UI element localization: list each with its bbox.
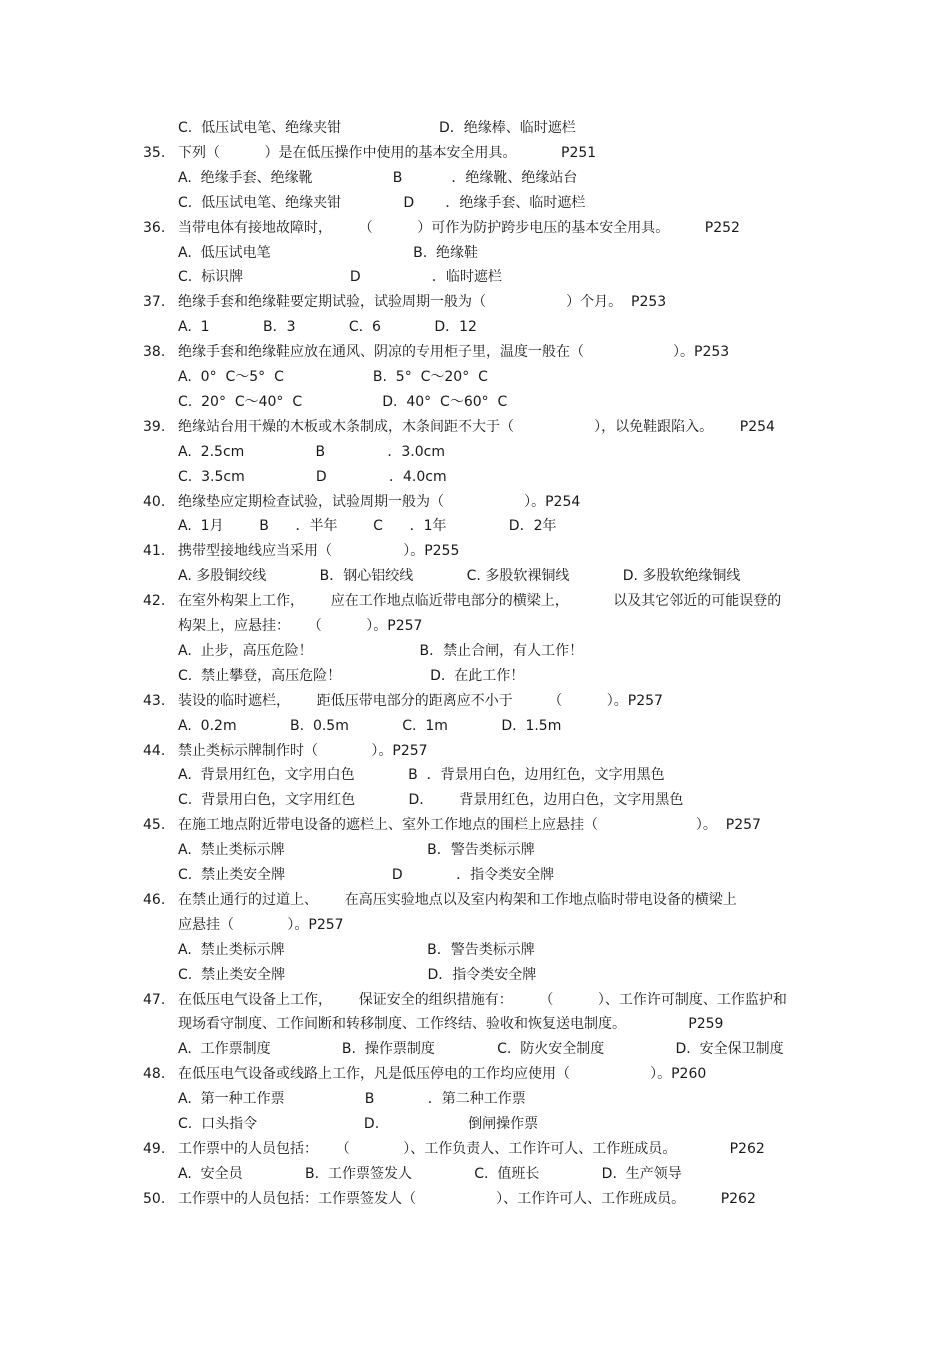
option-line: A. 多股铜绞线 B．钢心铝绞线 C. 多股软裸铜线 D. 多股软绝缘铜线 xyxy=(178,568,741,585)
option-line: A. 0.2m B. 0.5m C. 1m D. 1.5m xyxy=(178,717,562,734)
question-line xyxy=(143,1062,706,1087)
question-text: 在低压电气设备或线路上工作，凡是低压停电的工作均应使用（ ）。P260 xyxy=(178,1066,707,1083)
option-line: A. 禁止类标示牌 B．警告类标示牌 xyxy=(178,941,535,958)
question-line xyxy=(143,888,737,913)
question-text: 在施工地点附近带电设备的遮栏上、室外工作地点的围栏上应悬挂（ ）。 P257 xyxy=(178,817,761,834)
option-line: A. 安全员 B. 工作票签发人 C. 值班长 D. 生产领导 xyxy=(178,1165,682,1182)
question-number: 45. xyxy=(143,817,166,834)
question-number: 39. xyxy=(143,418,166,435)
question-line xyxy=(143,689,663,714)
question-number: 47. xyxy=(143,991,166,1008)
question-text: 禁止类标示牌制作时（ ）。P257 xyxy=(178,742,428,759)
question-continuation: 构架上，应悬挂： （ ）。P257 xyxy=(178,618,423,634)
question-line xyxy=(143,589,781,614)
question-number: 41. xyxy=(143,543,166,560)
option-line: C. 禁止攀登，高压危险！ D. 在此工作！ xyxy=(178,667,525,684)
question-text: 工作票中的人员包括：工作票签发人（ ）、工作许可人、工作班成员。 P262 xyxy=(178,1190,756,1207)
question-text: 绝缘站台用干燥的木板或木条制成，木条间距不大于（ ），以免鞋跟陷入。 P254 xyxy=(178,418,775,435)
option-line: A. 背景用红色，文字用白色 B ．背景用白色，边用红色，文字用黑色 xyxy=(178,767,665,784)
question-text: 在低压电气设备上工作， 保证安全的组织措施有： （ ）、工作许可制度、工作监护和 xyxy=(178,991,787,1008)
option-line: A. 1 B．3 C. 6 D．12 xyxy=(178,319,477,336)
option-line: A. 低压试电笔 B. 绝缘鞋 xyxy=(178,244,479,261)
question-line xyxy=(143,739,428,764)
option-line: C. 禁止类安全牌 D．指令类安全牌 xyxy=(178,966,537,983)
option-line: C. 标识牌 D ．临时遮栏 xyxy=(178,269,502,286)
question-number: 46. xyxy=(143,891,166,908)
question-line xyxy=(143,216,740,241)
question-number: 40. xyxy=(143,493,166,510)
question-line xyxy=(143,539,459,564)
question-text: 绝缘手套和绝缘鞋应放在通风、阴凉的专用柜子里，温度一般在（ ）。P253 xyxy=(178,344,730,361)
question-text: 工作票中的人员包括： （ ）、工作负责人、工作许可人、工作班成员。 P262 xyxy=(178,1140,765,1157)
question-line xyxy=(143,988,787,1013)
option-line: A. 0° C～5° C B. 5° C～20° C xyxy=(178,369,488,385)
question-line xyxy=(143,1187,756,1212)
question-number: 50. xyxy=(143,1190,166,1207)
question-number: 49. xyxy=(143,1140,166,1157)
option-line: C. 低压试电笔、绝缘夹钳 D ．绝缘手套、临时遮栏 xyxy=(178,194,586,211)
question-line xyxy=(143,340,729,365)
question-line xyxy=(143,813,761,838)
question-number: 35. xyxy=(143,144,166,161)
option-line: C. 背景用白色，文字用红色 D. 背景用红色，边用白色，文字用黑色 xyxy=(178,792,684,809)
option-line: C. 3.5cm D ．4.0cm xyxy=(178,468,447,485)
question-text: 绝缘垫应定期检查试验，试验周期一般为（ ）。P254 xyxy=(178,493,581,510)
question-line xyxy=(143,490,580,515)
question-text: 装设的临时遮栏， 距低压带电部分的距离应不小于 （ ）。P257 xyxy=(178,692,663,709)
option-line: A. 禁止类标示牌 B．警告类标示牌 xyxy=(178,842,535,859)
question-number: 48. xyxy=(143,1066,166,1083)
question-line xyxy=(143,1137,765,1162)
question-number: 36. xyxy=(143,219,166,236)
question-text: 当带电体有接地故障时， （ ）可作为防护跨步电压的基本安全用具。 P252 xyxy=(178,219,740,236)
question-continuation: 应悬挂（ ）。P257 xyxy=(178,916,344,933)
option-line: A. 2.5cm B ．3.0cm xyxy=(178,443,445,460)
question-text: 携带型接地线应当采用（ ）。P255 xyxy=(178,543,460,560)
option-line: A. 止步，高压危险！ B．禁止合闸，有人工作！ xyxy=(178,642,584,659)
question-number: 38. xyxy=(143,344,166,361)
question-text: 绝缘手套和绝缘鞋要定期试验，试验周期一般为（ ）个月。 P253 xyxy=(178,294,667,311)
option-line: C. 禁止类安全牌 D ．指令类安全牌 xyxy=(178,867,555,883)
option-line: C. 低压试电笔、绝缘夹钳 D．绝缘棒、临时遮栏 xyxy=(178,120,576,136)
question-number: 44. xyxy=(143,742,166,759)
option-line: C. 口头指令 D. 倒闸操作票 xyxy=(178,1116,539,1132)
option-line: A. 1月 B ．半年 C ．1年 D．2年 xyxy=(178,518,557,535)
question-text: 下列（ ）是在低压操作中使用的基本安全用具。 P251 xyxy=(178,144,597,161)
option-line: A. 绝缘手套、绝缘靴 B ．绝缘靴、绝缘站台 xyxy=(178,169,578,186)
option-line: A. 工作票制度 B. 操作票制度 C. 防火安全制度 D. 安全保卫制度 xyxy=(178,1041,784,1058)
option-line: A. 第一种工作票 B ．第二种工作票 xyxy=(178,1091,526,1108)
question-continuation: 现场看守制度、工作间断和转移制度、工作终结、验收和恢复送电制度。 P259 xyxy=(178,1016,724,1033)
question-text: 在禁止通行的过道上、 在高压实验地点以及室内构架和工作地点临时带电设备的横梁上 xyxy=(178,891,737,908)
question-text: 在室外构架上工作， 应在工作地点临近带电部分的横梁上， 以及其它邻近的可能误登的 xyxy=(178,593,782,610)
question-number: 43. xyxy=(143,692,166,709)
question-line xyxy=(143,415,775,440)
question-number: 37. xyxy=(143,294,166,311)
option-line: C. 20° C～40° C D. 40° C～60° C xyxy=(178,393,508,410)
question-line xyxy=(143,290,666,315)
question-line xyxy=(143,141,596,166)
question-number: 42. xyxy=(143,593,166,610)
